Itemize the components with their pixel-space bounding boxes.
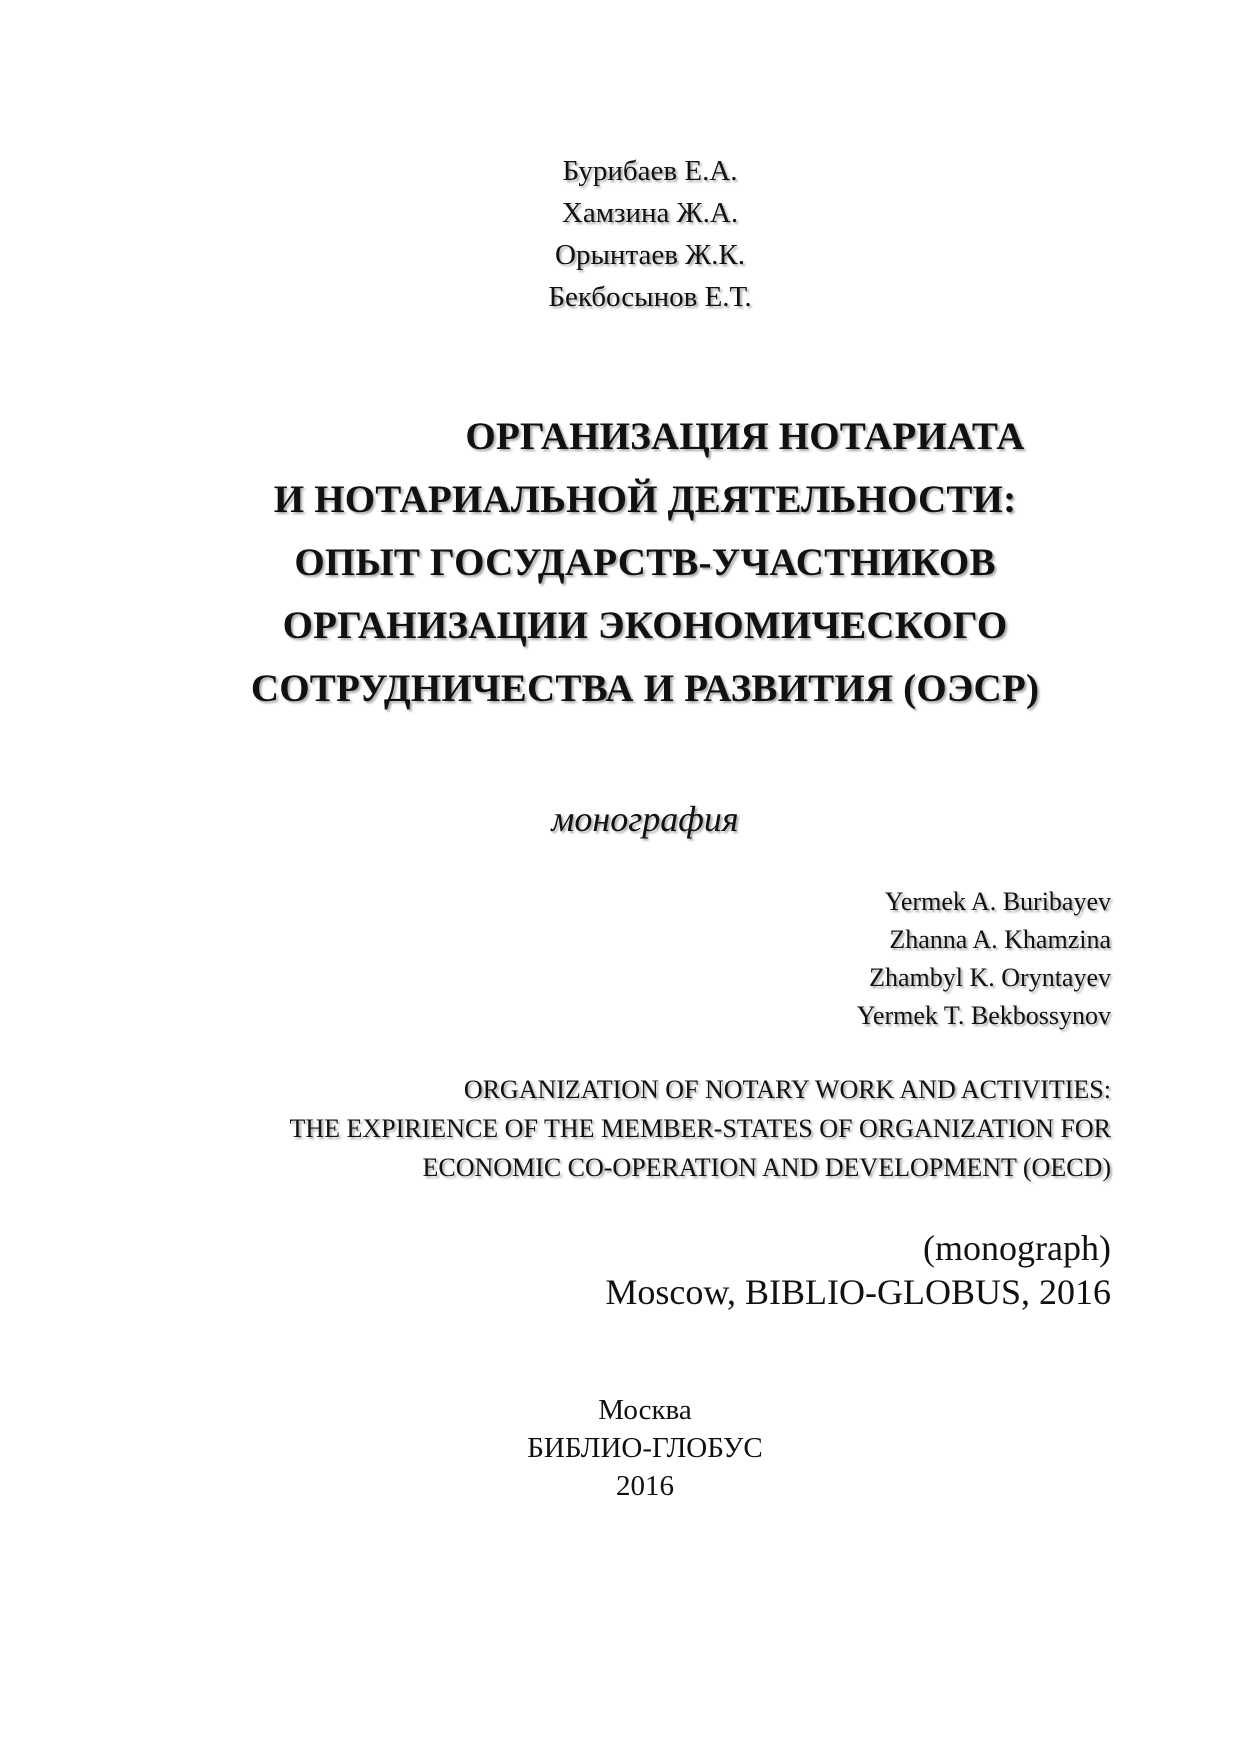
author-en-4: Yermek T. Bekbossynov	[856, 1001, 1111, 1030]
imprint-ru	[0, 1391, 1241, 1505]
authors-ru	[0, 150, 1241, 318]
book-title-en	[289, 1070, 1111, 1187]
author-en-2: Zhanna A. Khamzina	[889, 925, 1111, 954]
title-ru-line-5: СОТРУДНИЧЕСТВА И РАЗВИТИЯ (ОЭСР)	[250, 667, 1040, 710]
imprint-en: Moscow, BIBLIO-GLOBUS, 2016	[605, 1272, 1111, 1312]
author-ru-3: Орынтаев Ж.К.	[555, 239, 745, 271]
title-ru-line-1: ОРГАНИЗАЦИЯ НОТАРИАТА	[465, 415, 1025, 458]
title-en-line-3: ECONOMIC CO-OPERATION AND DEVELOPMENT (OECD)	[422, 1153, 1111, 1182]
imprint-publisher: БИБЛИО-ГЛОБУС	[527, 1432, 763, 1464]
imprint-year: 2016	[616, 1470, 674, 1502]
genre-en: (monograph)	[923, 1228, 1111, 1268]
title-ru-line-4: ОРГАНИЗАЦИИ ЭКОНОМИЧЕСКОГО	[282, 604, 1008, 647]
title-ru-line-2: И НОТАРИАЛЬНОЙ ДЕЯТЕЛЬНОСТИ:	[273, 478, 1017, 521]
title-ru-line-3: ОПЫТ ГОСУДАРСТВ-УЧАСТНИКОВ	[294, 541, 996, 584]
author-ru-2: Хамзина Ж.А.	[561, 197, 739, 229]
author-ru-1: Бурибаев Е.А.	[562, 155, 738, 187]
author-ru-4: Бекбосынов Е.Т.	[548, 281, 752, 313]
authors-en	[857, 883, 1111, 1035]
author-en-3: Zhambyl K. Oryntayev	[869, 963, 1111, 992]
title-en-line-2: THE EXPIRIENCE OF THE MEMBER-STATES OF ORGANIZATION FOR	[289, 1114, 1111, 1143]
title-en-line-1: ORGANIZATION OF NOTARY WORK AND ACTIVITIES:	[463, 1075, 1111, 1104]
author-en-1: Yermek A. Buribayev	[884, 887, 1111, 916]
genre-ru: монография	[551, 799, 739, 839]
imprint-city: Москва	[598, 1394, 692, 1426]
book-title-ru	[0, 405, 1241, 720]
